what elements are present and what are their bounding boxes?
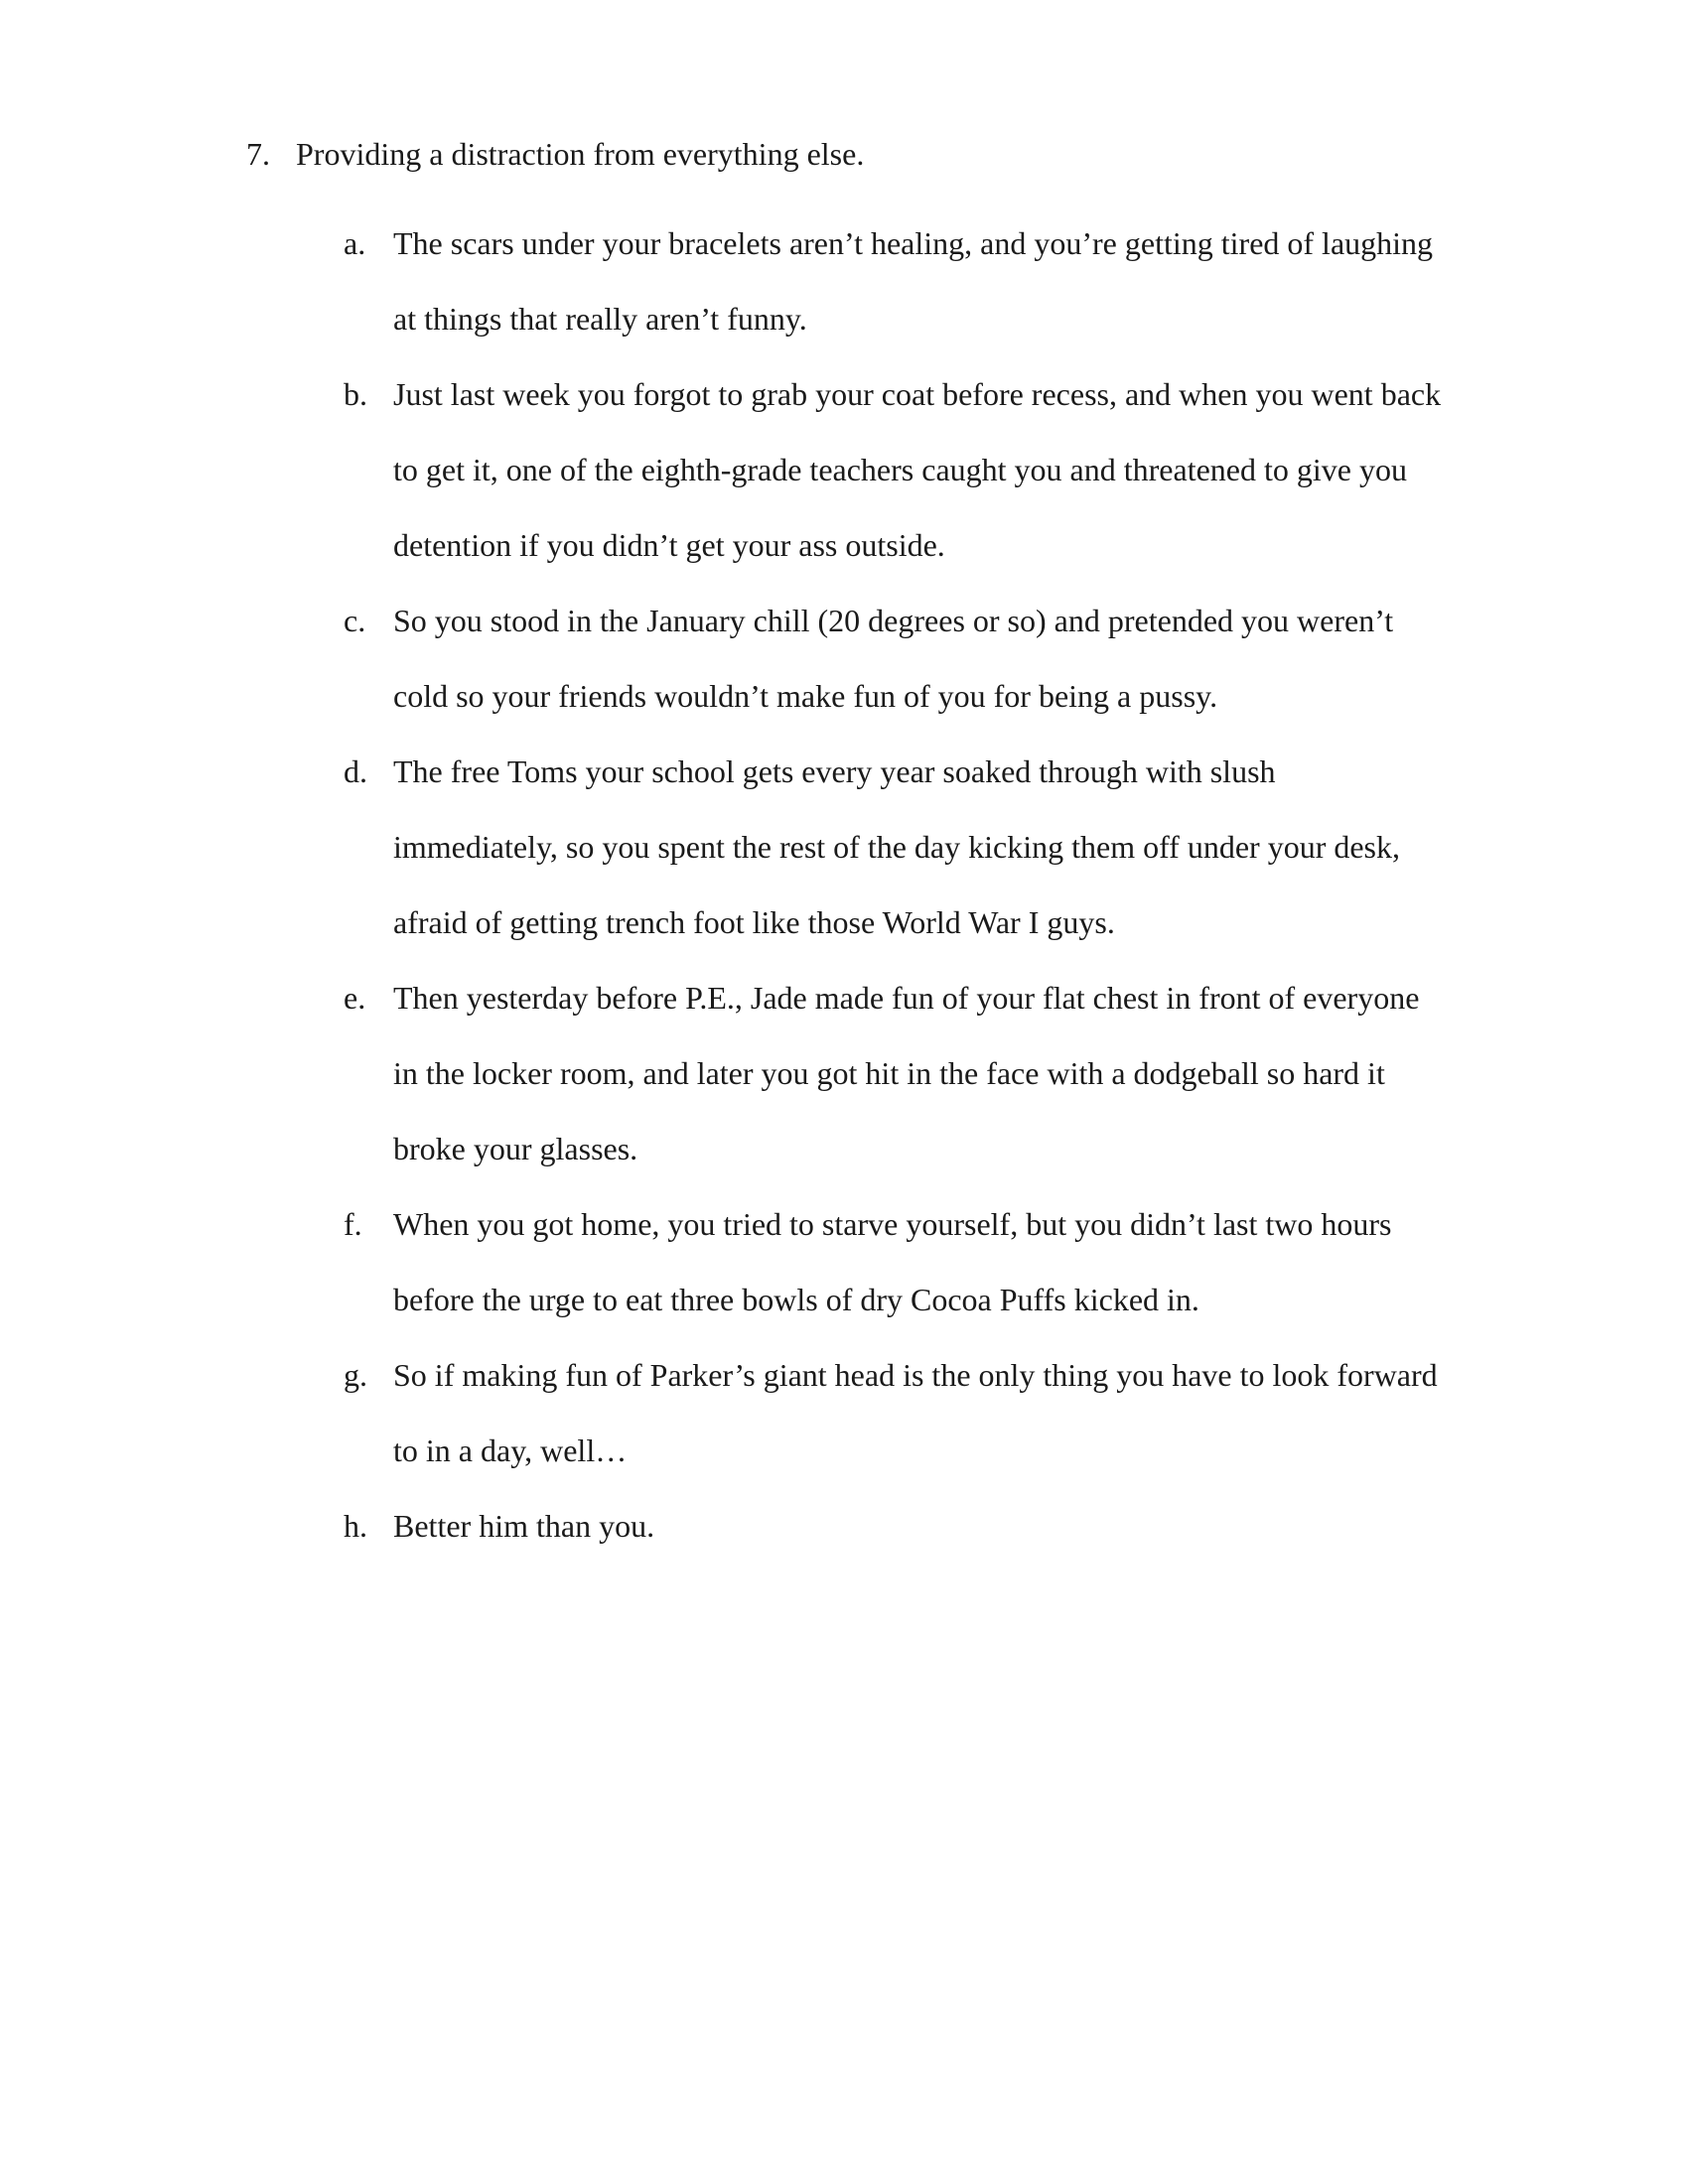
- sub-list-letter: e.: [344, 980, 366, 1016]
- sub-list: [344, 205, 1495, 1564]
- sub-list-text-line: So you stood in the January chill (20 degrees or so) and pretended you weren’t: [393, 603, 1394, 638]
- sub-list-item: [344, 960, 1495, 1186]
- sub-list-item: [344, 1186, 1495, 1337]
- sub-list-letter: f.: [344, 1206, 362, 1242]
- sub-list-text-line: cold so your friends wouldn’t make fun of you for being a pussy.: [393, 678, 1218, 714]
- sub-list-text-line: The free Toms your school gets every year soaked through with slush: [393, 753, 1276, 789]
- sub-list-item: [344, 205, 1495, 356]
- list-number: 7.: [246, 136, 270, 172]
- sub-list-text-line: afraid of getting trench foot like those World War I guys.: [393, 904, 1115, 940]
- sub-list-letter: h.: [344, 1508, 367, 1544]
- list-item-text: Providing a distraction from everything else.: [296, 136, 865, 172]
- sub-list-text-line: Then yesterday before P.E., Jade made fun of your flat chest in front of everyone: [393, 980, 1420, 1016]
- sub-list-text-line: in the locker room, and later you got hit in the face with a dodgeball so hard it: [393, 1055, 1385, 1091]
- sub-list-text-line: to get it, one of the eighth-grade teachers caught you and threatened to give you: [393, 452, 1407, 487]
- sub-list-letter: c.: [344, 603, 366, 638]
- sub-list-text-line: to in a day, well…: [393, 1433, 628, 1468]
- sub-list-text-line: before the urge to eat three bowls of dry Cocoa Puffs kicked in.: [393, 1282, 1199, 1317]
- sub-list-text-line: Just last week you forgot to grab your coat before recess, and when you went back: [393, 376, 1442, 412]
- sub-list-item: [344, 1337, 1495, 1488]
- sub-list-letter: a.: [344, 225, 366, 261]
- sub-list-text-line: at things that really aren’t funny.: [393, 301, 807, 337]
- sub-list-text-line: broke your glasses.: [393, 1131, 638, 1166]
- sub-list-item: [344, 583, 1495, 734]
- sub-list-text-line: Better him than you.: [393, 1508, 655, 1544]
- sub-list-item: [344, 356, 1495, 583]
- sub-list-letter: b.: [344, 376, 367, 412]
- sub-list-item: [344, 1488, 1495, 1564]
- sub-list-text-line: immediately, so you spent the rest of the day kicking them off under your desk,: [393, 829, 1400, 865]
- sub-list-text-line: So if making fun of Parker’s giant head is the only thing you have to look forward: [393, 1357, 1438, 1393]
- sub-list-item: [344, 734, 1495, 960]
- sub-list-letter: d.: [344, 753, 367, 789]
- sub-list-text-line: detention if you didn’t get your ass outside.: [393, 527, 945, 563]
- sub-list-text-line: When you got home, you tried to starve yourself, but you didn’t last two hours: [393, 1206, 1392, 1242]
- sub-list-letter: g.: [344, 1357, 367, 1393]
- sub-list-text-line: The scars under your bracelets aren’t healing, and you’re getting tired of laughing: [393, 225, 1434, 261]
